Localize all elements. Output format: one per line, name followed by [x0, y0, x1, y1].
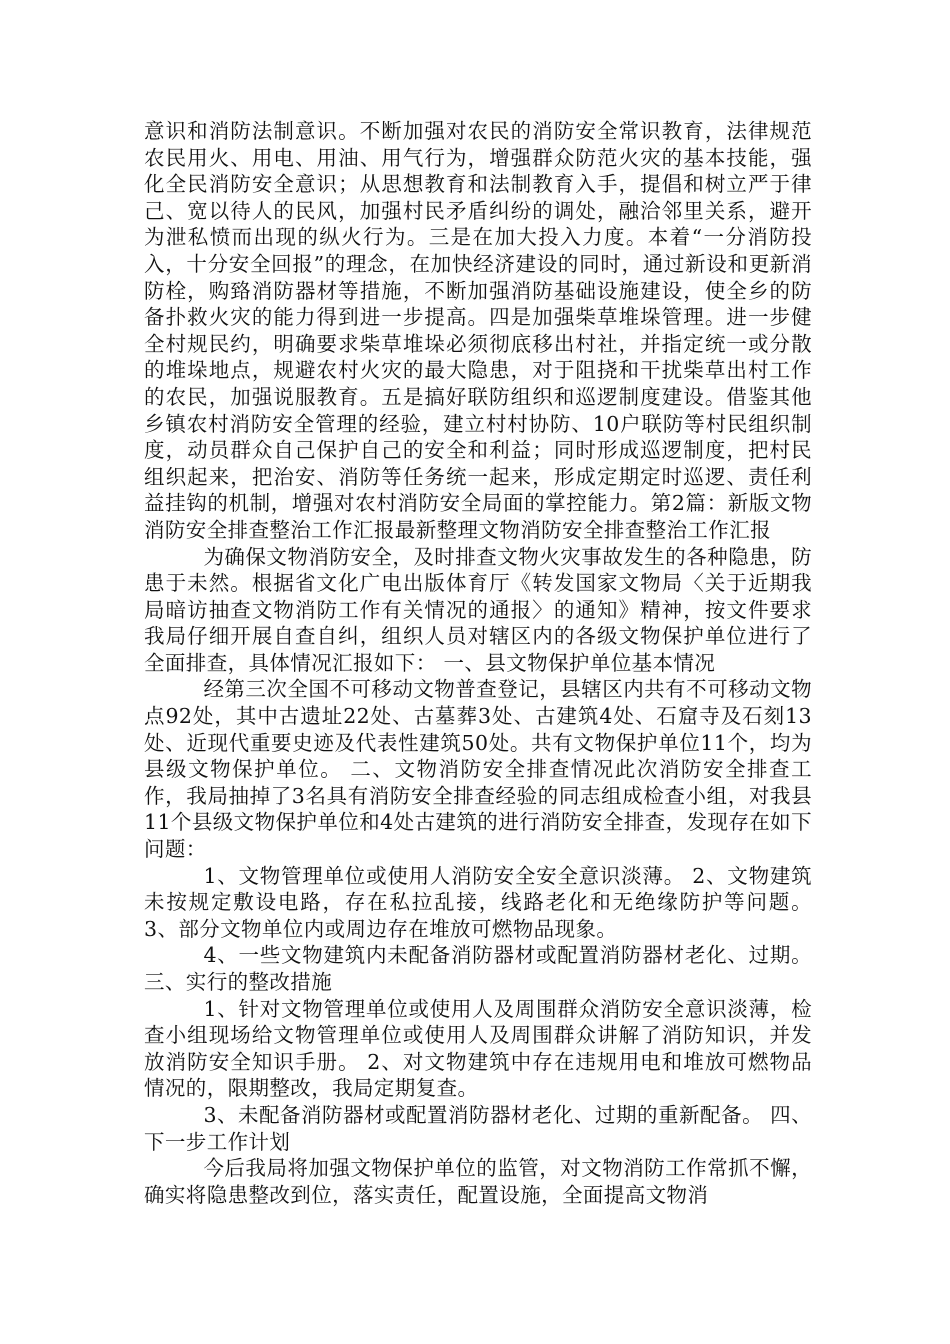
paragraph-5: 4、一些文物建筑内未配备消防器材或配置消防器材老化、过期。 三、实行的整改措施 — [144, 943, 812, 994]
paragraph-6: 1、针对文物管理单位或使用人及周围群众消防安全意识淡薄，检查小组现场给文物管理单位或使用人及周围群众讲解了消防知识，并发放消防安全知识手册。 2、对文物建筑中存在违规用电和堆放可燃物品情况的，限期整改，我局定期复查。 — [144, 996, 812, 1101]
paragraph-3: 经第三次全国不可移动文物普查登记，县辖区内共有不可移动文物点92处，其中古遗址22处、古墓葬3处、古建筑4处、石窟寺及石刻13处、近现代重要史迹及代表性建筑50处。共有文物保护单位11个，均为县级文物保护单位。 二、文物消防安全排查情况此次消防安全排查工作，我局抽掉了3名具有消防安全排查经验的同志组成检查小组，对我县11个县级文物保护单位和4处古建筑的进行消防安全排查，发现存在如下问题： — [144, 677, 812, 862]
document-page — [144, 118, 812, 1208]
paragraph-1: 意识和消防法制意识。不断加强对农民的消防安全常识教育，法律规范农民用火、用电、用油、用气行为，增强群众防范火灾的基本技能，强化全民消防安全意识；从思想教育和法制教育入手，提倡和树立严于律己、宽以待人的民风，加强村民矛盾纠纷的调处，融洽邻里关系，避开为泄私愤而出现的纵火行为。三是在加大投入力度。本着“一分消防投入，十分安全回报”的理念，在加快经济建设的同时，通过新设和更新消防栓，购臵消防器材等措施，不断加强消防基础设施建设，使全乡的防备扑救火灾的能力得到进一步提高。四是加强柴草堆垛管理。进一步健全村规民约，明确要求柴草堆垛必须彻底移出村社，并指定统一或分散的堆垛地点，规避农村火灾的最大隐患，对于阻挠和干扰柴草出村工作的农民，加强说服教育。五是搞好联防组织和巡逻制度建设。借鉴其他乡镇农村消防安全管理的经验，建立村村协防、10户联防等村民组织制度，动员群众自己保护自己的安全和利益；同时形成巡逻制度，把村民组织起来，把治安、消防等任务统一起来，形成定期定时巡逻、责任利益挂钩的机制，增强对农村消防安全局面的掌控能力。第2篇：新版文物消防安全排查整治工作汇报最新整理文物消防安全排查整治工作汇报 — [144, 119, 812, 542]
paragraph-8: 今后我局将加强文物保护单位的监管，对文物消防工作常抓不懈，确实将隐患整改到位，落实责任，配置设施，全面提高文物消 — [144, 1156, 812, 1207]
paragraph-7: 3、未配备消防器材或配置消防器材老化、过期的重新配备。 四、下一步工作计划 — [144, 1102, 812, 1154]
paragraph-4: 1、文物管理单位或使用人消防安全安全意识淡薄。 2、文物建筑未按规定敷设电路，存在私拉乱接，线路老化和无绝缘防护等问题。 3、部分文物单位内或周边存在堆放可燃物品现象。 — [144, 863, 812, 941]
paragraph-2: 为确保文物消防安全，及时排查文物火灾事故发生的各种隐患，防患于未然。根据省文化广电出版体育厅《转发国家文物局〈关于近期我局暗访抽查文物消防工作有关情况的通报〉的通知》精神，按文件要求我局仔细开展自查自纠，组织人员对辖区内的各级文物保护单位进行了全面排查，具体情况汇报如下： 一、县文物保护单位基本情况 — [144, 544, 812, 675]
